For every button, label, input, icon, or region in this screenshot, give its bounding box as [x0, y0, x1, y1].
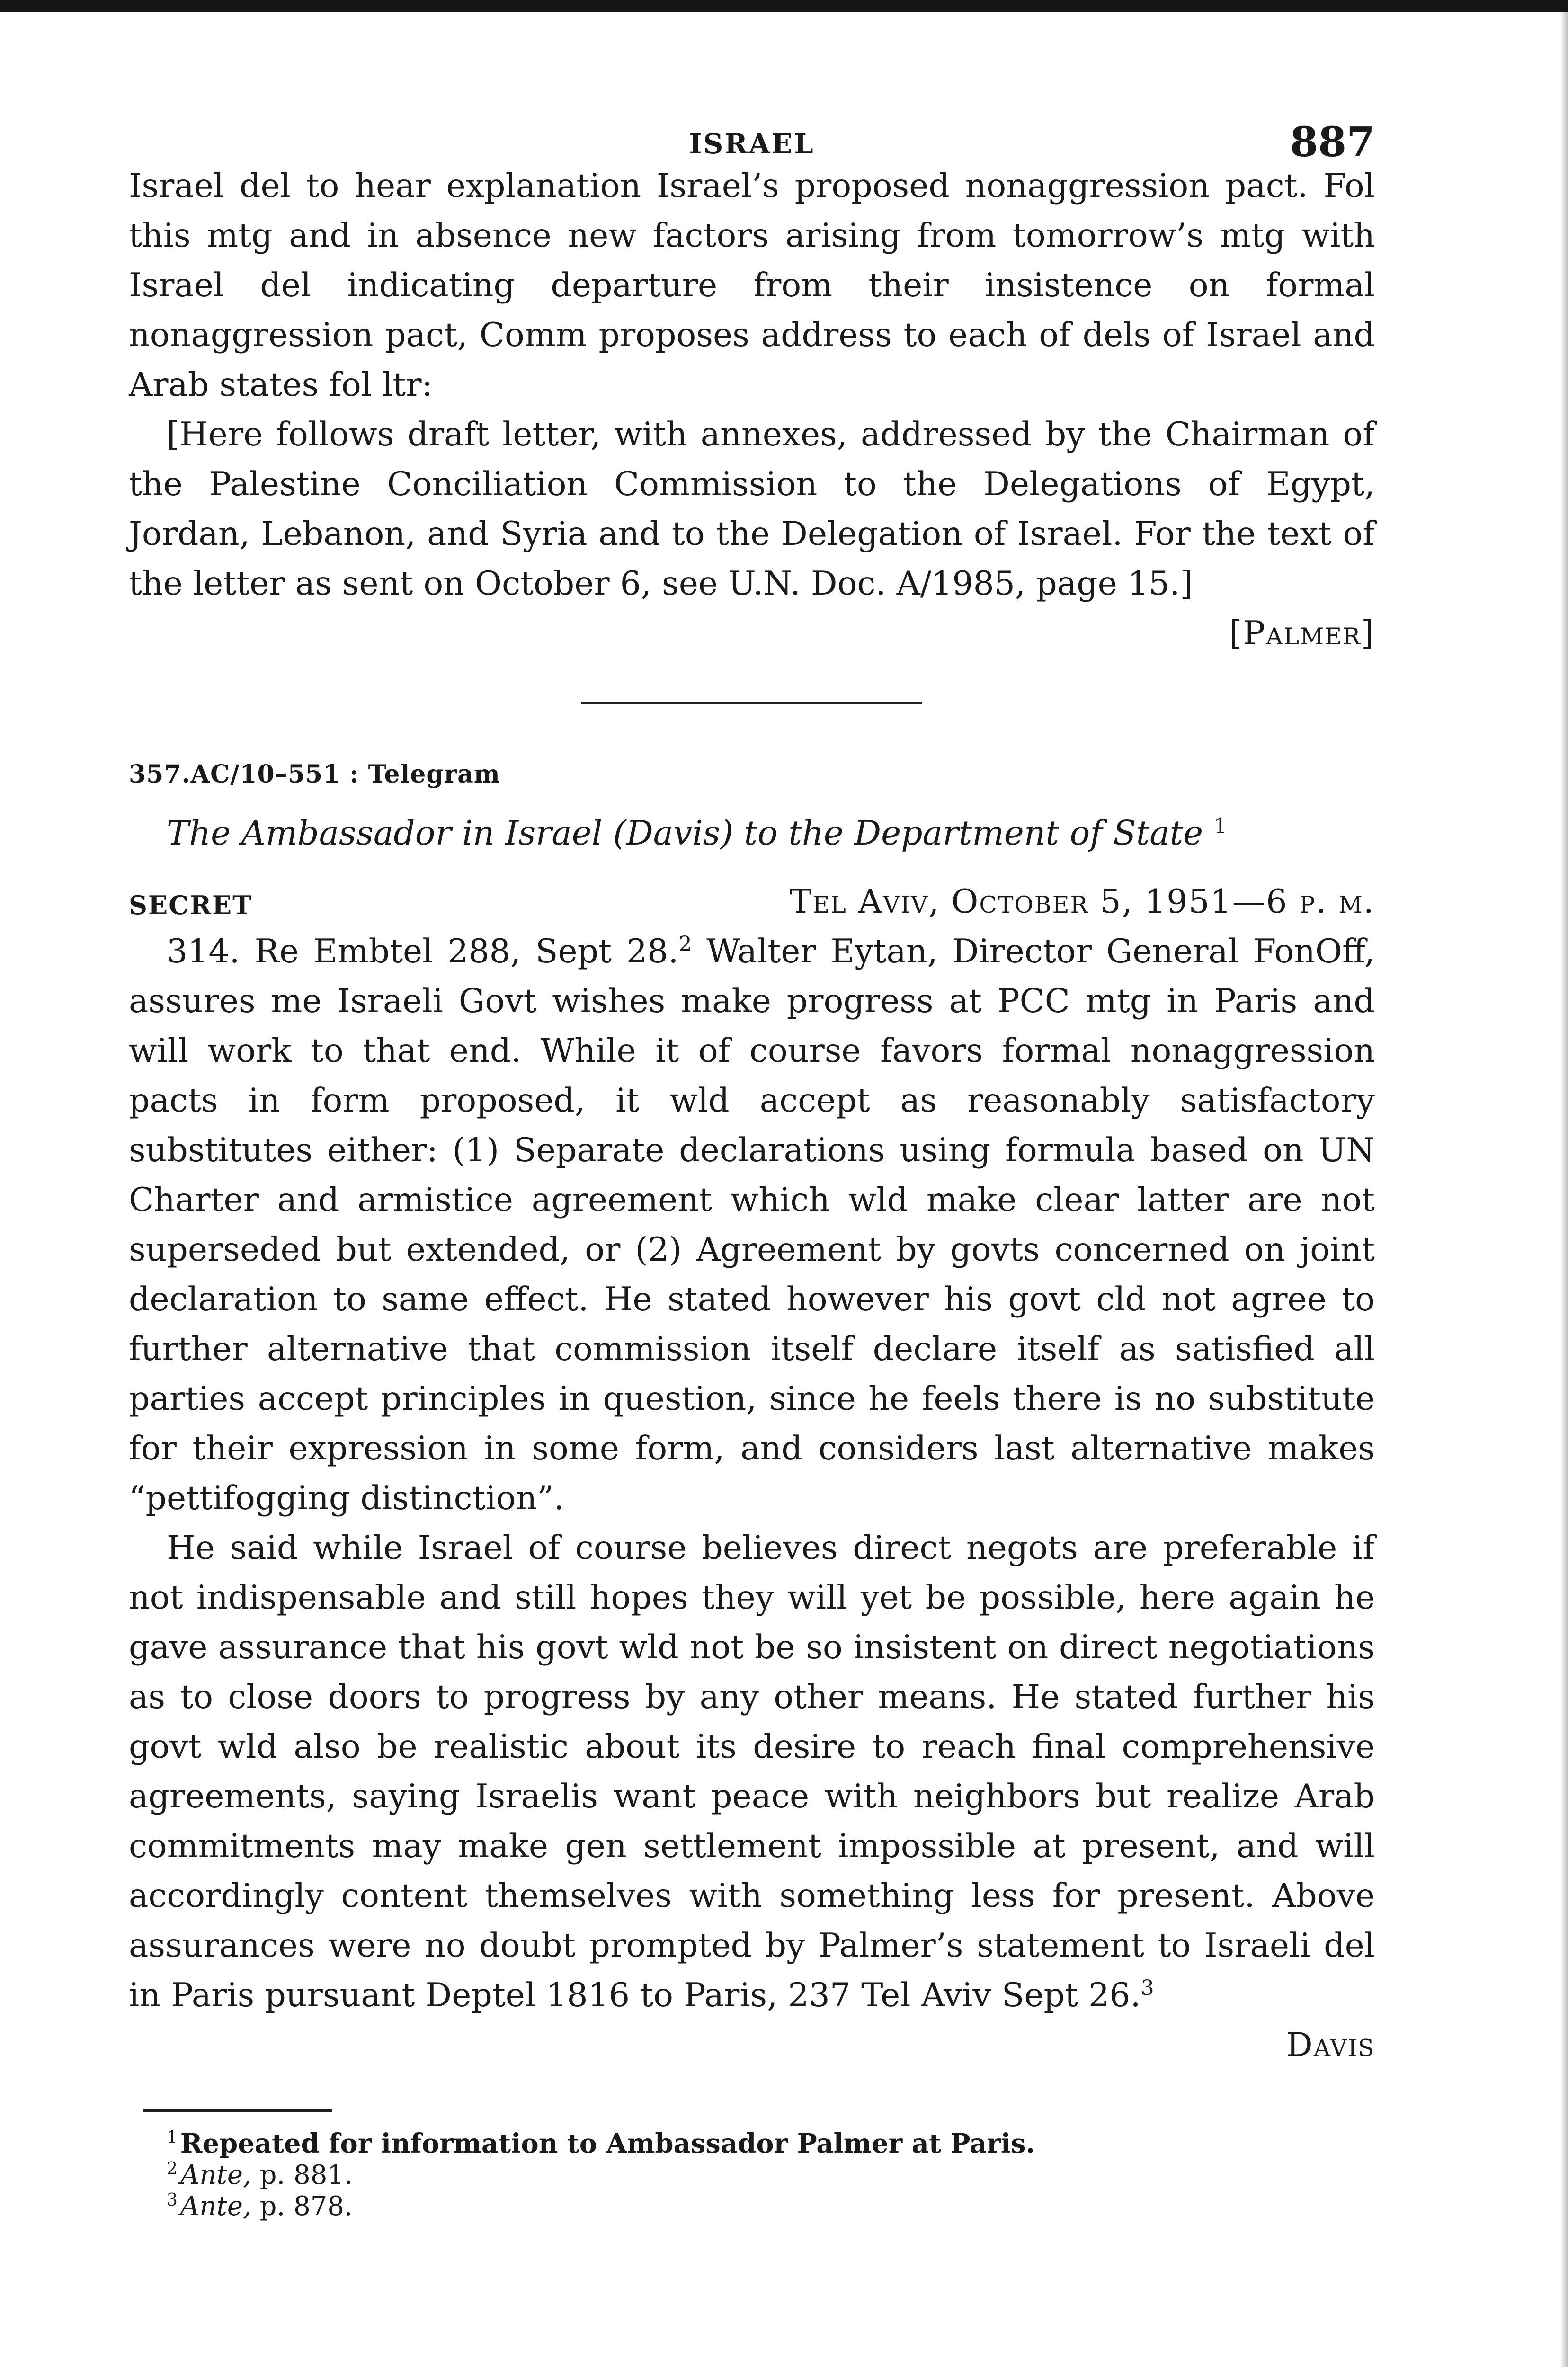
right-page-edge	[1561, 12, 1568, 2367]
footnote-rule	[143, 2109, 332, 2112]
telegram-header	[129, 877, 1375, 926]
footnote-2	[167, 2160, 1375, 2191]
footnote-ref-italic: Ante,	[180, 2160, 251, 2190]
place-date-line: Tel Aviv, October 5, 1951—6 p. m.	[790, 882, 1375, 921]
footnote-number: 1	[167, 2128, 178, 2148]
footnote-text: Repeated for information to Ambassador Palmer at Paris.	[180, 2128, 1035, 2159]
running-head	[129, 109, 1375, 166]
paragraph-text: He said while Israel of course believes direct negots are preferable if not indispensable and still hopes they will yet be possible, here again he gave assurance that his govt wld not be so insistent on direct negotiations as to close doors to progress by any other means. He stated further his govt wld also be realistic about its desire to reach final comprehensive agreements, saying Israelis want peace with neighbors but realize Arab commitments may make gen settlement impossible at present, and will accordingly content themselves with something less for present. Above assurances were no doubt prompted by Palmer’s statement to Israeli del in Paris pursuant Deptel 1816 to Paris, 237 Tel Aviv Sept 26.	[129, 1529, 1375, 2014]
footnote-1	[167, 2128, 1375, 2160]
paragraph-text: 314. Re Embtel 288, Sept 28.	[167, 932, 679, 970]
document-title-text: The Ambassador in Israel (Davis) to the Department of State	[167, 813, 1203, 853]
footnote-number: 3	[167, 2190, 178, 2210]
telegram-paragraph-1	[129, 926, 1375, 1523]
editorial-note: [Here follows draft letter, with annexes, addressed by the Chairman of the Palestine Conciliation Commission to the Delegations of Egypt, Jordan, Lebanon, and Syria and to the Delegation of Israel. For the text of the letter as sent on October 6, see U.N. Doc. A/1985, page 15.]	[129, 415, 1375, 603]
top-page-border	[0, 0, 1568, 12]
footnote-page: p. 878.	[251, 2191, 353, 2222]
telegram-paragraph-2	[129, 1523, 1375, 2020]
paragraph-text: Walter Eytan, Director General FonOff, assures me Israeli Govt wishes make progress at PCC mtg in Paris and will work to that end. While it of course favors formal nonaggression pacts in form proposed, it wld accept as reasonably satisfactory substitutes either: (1) Separate declarations using formula based on UN Charter and armistice agreement which wld make clear latter are not superseded but extended, or (2) Agreement by govts concerned on joint declaration to same effect. He stated however his govt cld not agree to further alternative that commission itself declare itself as satisfied all parties accept principles in question, since he feels there is no substitute for their expression in some form, and considers last alternative makes “pettifogging distinction”.	[129, 932, 1375, 1517]
signature-palmer: [Palmer]	[1229, 614, 1375, 652]
footnote-marker: 3	[1140, 1975, 1154, 2000]
continued-paragraph: Israel del to hear explanation Israel’s proposed nonaggression pact. Fol this mtg and in absence new factors arising from tomorrow’s mtg with Israel del indicating departure from their insistence on formal nonaggression pact, Comm proposes address to each of dels of Israel and Arab states fol ltr:	[129, 167, 1375, 404]
classification-label: SECRET	[129, 890, 253, 920]
footnote-page: p. 881.	[251, 2160, 353, 2190]
footnotes	[129, 2128, 1375, 2222]
document-title	[129, 810, 1375, 857]
section-separator	[581, 702, 922, 704]
file-reference: 357.AC/10–551 : Telegram	[129, 760, 500, 789]
signature-davis: Davis	[1286, 2026, 1375, 2064]
page-content	[129, 109, 1375, 2222]
footnote-3	[167, 2191, 1375, 2222]
footnote-number: 2	[167, 2159, 178, 2179]
footnote-marker: 1	[1213, 814, 1227, 838]
page-number: 887	[1290, 118, 1375, 166]
footnote-marker: 2	[678, 932, 692, 956]
running-title: ISRAEL	[689, 128, 815, 160]
footnote-ref-italic: Ante,	[180, 2191, 251, 2222]
